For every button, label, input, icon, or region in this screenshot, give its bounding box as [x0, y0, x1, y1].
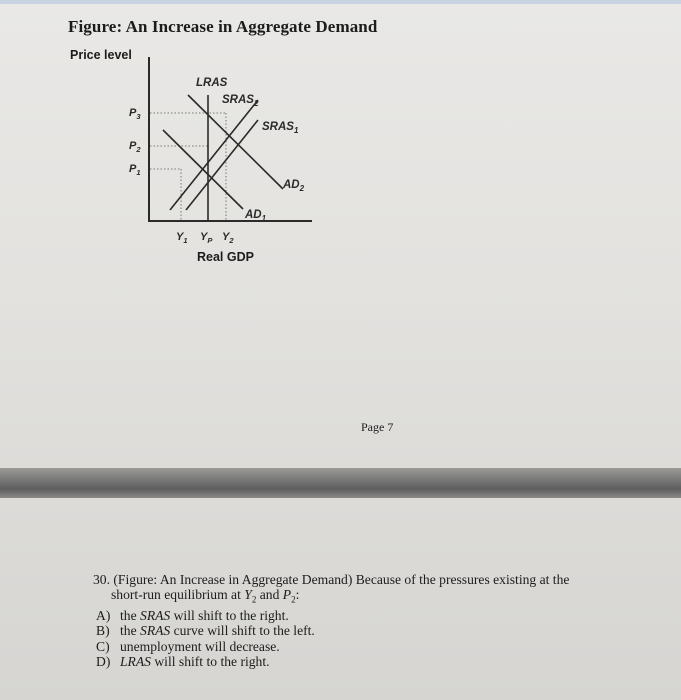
- page-number: Page 7: [361, 420, 394, 434]
- question-stem-text: (Figure: An Increase in Aggregate Demand) Because of the pressures existing at the: [113, 572, 570, 587]
- question-30: [93, 572, 663, 670]
- y-axis-label: Price level: [70, 48, 132, 62]
- ad2-curve: [188, 95, 283, 189]
- p3-tick-label: $P_3$: [129, 107, 141, 121]
- sras1-label: $SRAS_1$: [262, 121, 299, 135]
- choice-c[interactable]: C) unemployment will decrease.: [93, 639, 663, 655]
- p2-tick-label: $P_2$: [129, 140, 141, 154]
- choice-letter: A): [96, 607, 111, 623]
- choice-letter: B): [96, 623, 110, 639]
- choice-a[interactable]: A) the SRAS will shift to the right.: [93, 608, 663, 624]
- choice-d[interactable]: D) LRAS will shift to the right.: [93, 654, 663, 670]
- ad1-label: $AD_1$: [245, 209, 267, 223]
- sras1-curve: [186, 120, 258, 210]
- choice-b[interactable]: B) the SRAS curve will shift to the left.: [93, 623, 663, 639]
- figure-title: Figure: An Increase in Aggregate Demand: [68, 17, 378, 36]
- choice-letter: D): [96, 654, 111, 670]
- ad-as-diagram: [0, 0, 681, 300]
- p1-tick-label: $P_1$: [129, 163, 141, 177]
- y2-tick-label: $Y_2$: [222, 231, 234, 245]
- question-number: 30.: [93, 572, 110, 587]
- sras2-label: $SRAS_2$: [222, 94, 259, 108]
- lras-label: LRAS: [196, 77, 228, 89]
- yp-tick-label: $Y_P$: [200, 231, 213, 245]
- question-stem-line2: short-run equilibrium at $Y_2$ and $P_2$:: [111, 587, 300, 605]
- choice-letter: C): [96, 638, 110, 654]
- x-axis-label: Real GDP: [197, 250, 254, 264]
- sras2-curve: [170, 100, 258, 210]
- question-stem-line1: [93, 572, 663, 587]
- ad2-label: $AD_2$: [283, 179, 305, 193]
- y1-tick-label: $Y_1$: [176, 231, 188, 245]
- page-gutter: [0, 468, 681, 498]
